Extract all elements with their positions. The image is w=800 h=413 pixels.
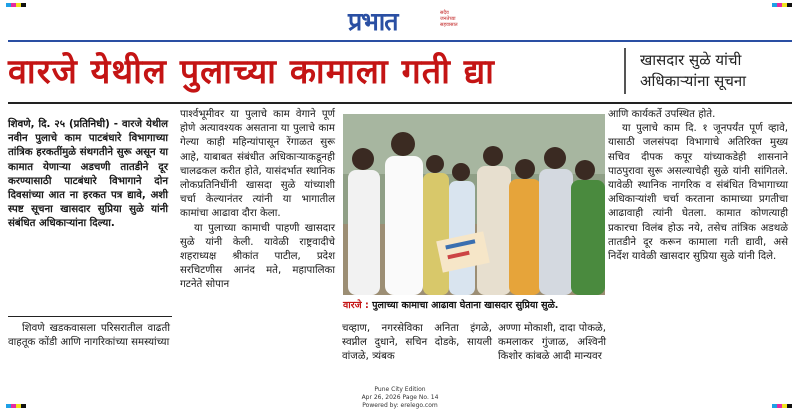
article-column-5	[498, 322, 606, 365]
dateline: शिवणे, दि. २५ (प्रतिनिधी)	[8, 119, 110, 130]
caption-text: पुलाच्या कामाचा आढावा घेताना खासदार सुप्रिया सुळे.	[372, 300, 559, 311]
photo-caption	[343, 298, 605, 312]
caption-place: वारजे :	[343, 300, 369, 311]
news-photo	[343, 114, 605, 295]
date-page-label: Apr 26, 2026 Page No. 14	[361, 394, 439, 401]
lead-paragraph: - वारजे येथील नवीन पुलाचे काम पाटबंधारे विभागाच्या तांत्रिक हरकतींमुळे संथगतीने सुरू असून या कामात येणाऱ्या अडचणी तातडीने दूर करण्यासाठी पाटबंधारे विभागाने दोन दिवसांच्या आत ना हरकत पत्र द्यावे, अशी स्पष्ट सूचना खासदार सुप्रिया सुळे यांनी संबंधित अधिकाऱ्यांना दिल्या.	[8, 119, 168, 230]
paragraph: पार्श्वभूमीवर या पुलाचे काम वेगाने पूर्ण होणे अत्यावश्यक असताना या पुलाचे काम गेल्या काही महिन्यांपासून रेंगाळत सुरू आहे, याबाबत संबंधीत अधिकाऱ्याकडूनही चालढकल करीत होते, यासंदर्भात स्थानिक लोकप्रतिनिधींनी खासदा सुळे यांच्याशी चर्चा केल्यानंतर त्यांनी या भागातील कामांचा आढावा दौरा केला.	[180, 109, 335, 220]
paragraph: या पुलाचे काम दि. १ जूनपर्यंत पूर्ण व्हावे, यासाठी जलसंपदा विभागाचे अतिरिक्त मुख्य सचिव दीपक कपूर यांच्याकडेही शासनाने पाठपुरावा सुरू असल्याचेही सुळे यांनी सांगितले. यावेळी स्थानिक नागरिक व संबंधित विभागाच्या अधिकाऱ्यांशी चर्चा करताना कामाच्या प्रगतीचा आढावाही त्यांनी घेतला. कामात कोणत्याही प्रकारचा विलंब होऊ नये, तसेच तांत्रिक अडथळे तातडीने दूर करून कामाला गती द्यावी, असे निर्देश यावेळी खासदार सुप्रिया सुळे यांनी दिले.	[608, 123, 788, 263]
page-footer	[330, 386, 470, 410]
paragraph: चव्हाण, नगरसेविका अनिता इंगळे, स्वप्नील दुधाने, सचिन दोडके, सायली वांजळे, त्र्यंबक	[342, 323, 492, 363]
article-column-3	[608, 108, 788, 264]
article-column-1	[8, 118, 168, 232]
edition-label: Pune City Edition	[374, 386, 426, 393]
powered-by-label: Powered by: erelego.com	[362, 402, 438, 409]
paragraph: आणि कार्यकर्ते उपस्थित होते.	[608, 109, 716, 120]
article-column-4	[342, 322, 492, 365]
column-divider	[8, 316, 172, 317]
paragraph: या पुलाच्या कामाची पाहणी खासदार सुळे यांनी केली. यावेळी राष्ट्रवादीचे शहराध्यक्ष श्रीकांत पाटील, प्रदेश सरचिटणीस आनंद मते, महापालिका गटनेते सोपान	[180, 222, 335, 291]
article-column-2	[180, 108, 335, 293]
main-headline: वारजे येथील पुलाच्या कामाला गती द्या	[8, 52, 495, 92]
newspaper-logo: प्रभात	[348, 7, 398, 36]
side-headline: खासदार सुळे यांची अधिकाऱ्यांना सूचना	[640, 51, 747, 90]
article-column-1-lower	[8, 322, 170, 350]
paragraph: अण्णा मोकाशी, दादा पोकळे, कमलाकर गुंजाळ, अश्विनी किशोर कांबळे आदी मान्यवर	[498, 323, 606, 363]
headline-separator	[624, 48, 626, 94]
masthead-tagline: सदैव जनतेच्या सहवासात	[440, 10, 458, 28]
headline-rule	[8, 102, 792, 104]
masthead	[330, 4, 470, 38]
top-rule	[8, 40, 792, 42]
photo-illustration	[343, 114, 605, 295]
paragraph: शिवणे खडकवासला परिसरातील वाढती वाहतूक कोंडी आणि नागरिकांच्या समस्यांच्या	[8, 323, 170, 349]
